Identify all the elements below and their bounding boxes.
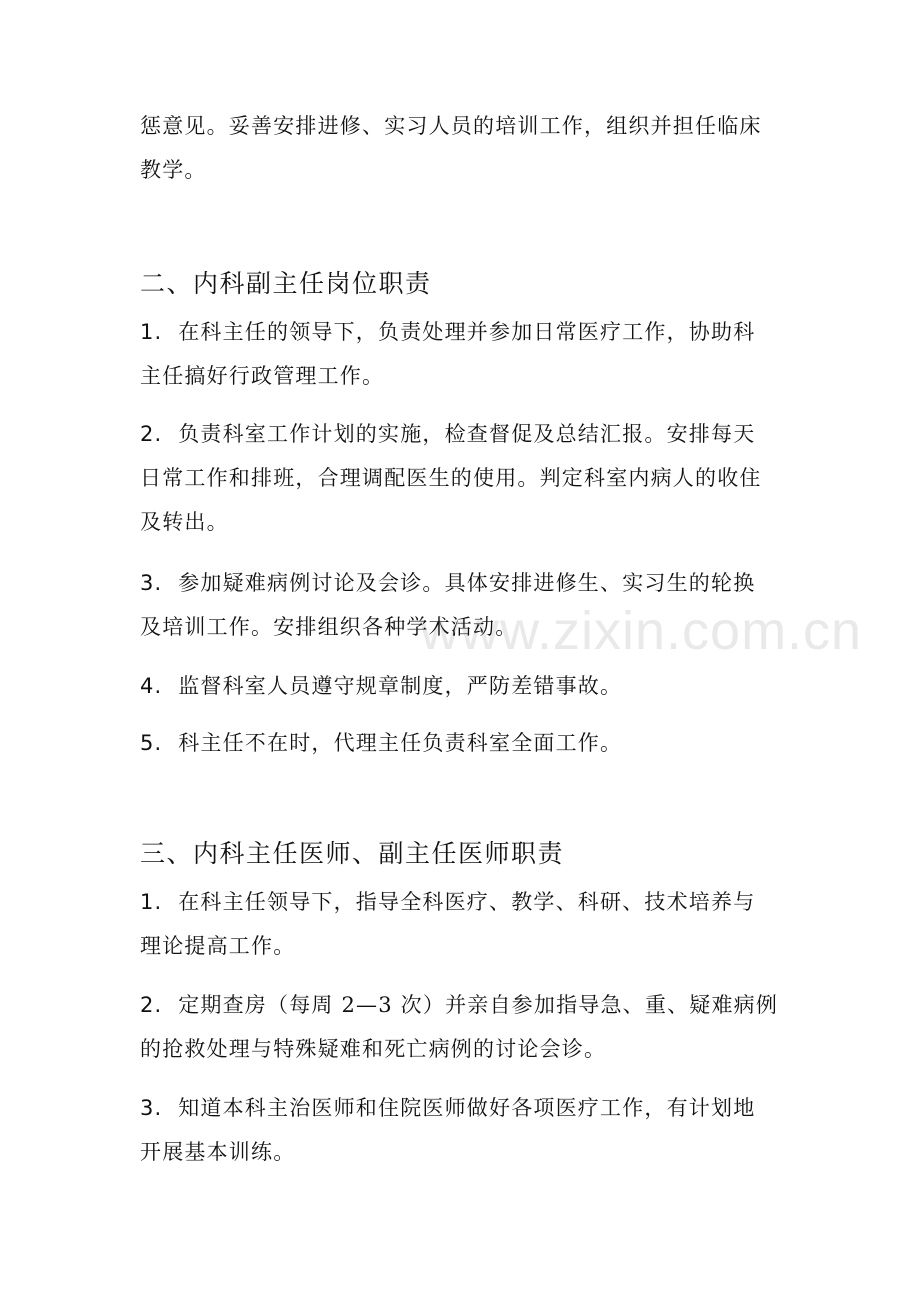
- item-line: [140, 664, 785, 708]
- section-heading: 二、内科副主任岗位职责: [140, 269, 432, 298]
- item-text: 负责科室工作计划的实施，检查督促及总结汇报。安排每天: [178, 422, 756, 446]
- item-line: 及转出。: [140, 510, 229, 534]
- item-line: [140, 561, 785, 605]
- item-number: 1.: [140, 890, 163, 914]
- section3-item-1: [140, 880, 785, 968]
- item-number: 2.: [140, 422, 163, 446]
- item-text: 在科主任的领导下，负责处理并参加日常医疗工作，协助科: [178, 320, 756, 344]
- item-line: [140, 310, 785, 354]
- section2-item-4: [140, 664, 785, 708]
- item-line: 及培训工作。安排组织各种学术活动。: [140, 615, 518, 639]
- intro-line: 教学。: [140, 158, 207, 182]
- item-line: [140, 1086, 785, 1130]
- item-line: 主任搞好行政管理工作。: [140, 364, 385, 388]
- section3-item-3: [140, 1086, 785, 1174]
- item-number: 2.: [140, 993, 163, 1017]
- item-line: [140, 983, 785, 1027]
- section3-item-2: [140, 983, 785, 1071]
- item-number: 5.: [140, 731, 163, 755]
- item-line: 的抢救处理与特殊疑难和死亡病例的讨论会诊。: [140, 1037, 607, 1061]
- section-heading: 三、内科主任医师、副主任医师职责: [140, 839, 565, 868]
- item-text: 科主任不在时，代理主任负责科室全面工作。: [178, 731, 623, 755]
- intro-paragraph: [140, 104, 785, 192]
- item-line: [140, 412, 785, 456]
- item-text: 在科主任领导下，指导全科医疗、教学、科研、技术培养与: [178, 890, 756, 914]
- item-number: 3.: [140, 571, 163, 595]
- section2-item-5: [140, 721, 785, 765]
- watermark: www.zixin.com.cn: [420, 601, 863, 661]
- item-number: 4.: [140, 674, 163, 698]
- item-number: 1.: [140, 320, 163, 344]
- item-line: [140, 721, 785, 765]
- intro-line: 惩意见。妥善安排进修、实习人员的培训工作，组织并担任临床: [140, 114, 762, 138]
- item-text: 监督科室人员遵守规章制度，严防差错事故。: [178, 674, 623, 698]
- item-text: 定期查房（每周 2—3 次）并亲自参加指导急、重、疑难病例: [178, 993, 779, 1017]
- section2-item-2: [140, 412, 785, 544]
- item-number: 3.: [140, 1096, 163, 1120]
- section2-item-3: [140, 561, 785, 649]
- item-line: 开展基本训练。: [140, 1140, 296, 1164]
- section2-item-1: [140, 310, 785, 398]
- item-line: 理论提高工作。: [140, 934, 296, 958]
- item-line: [140, 880, 785, 924]
- item-line: 日常工作和排班，合理调配医生的使用。判定科室内病人的收住: [140, 466, 762, 490]
- item-text: 参加疑难病例讨论及会诊。具体安排进修生、实习生的轮换: [178, 571, 756, 595]
- item-text: 知道本科主治医师和住院医师做好各项医疗工作，有计划地: [178, 1096, 756, 1120]
